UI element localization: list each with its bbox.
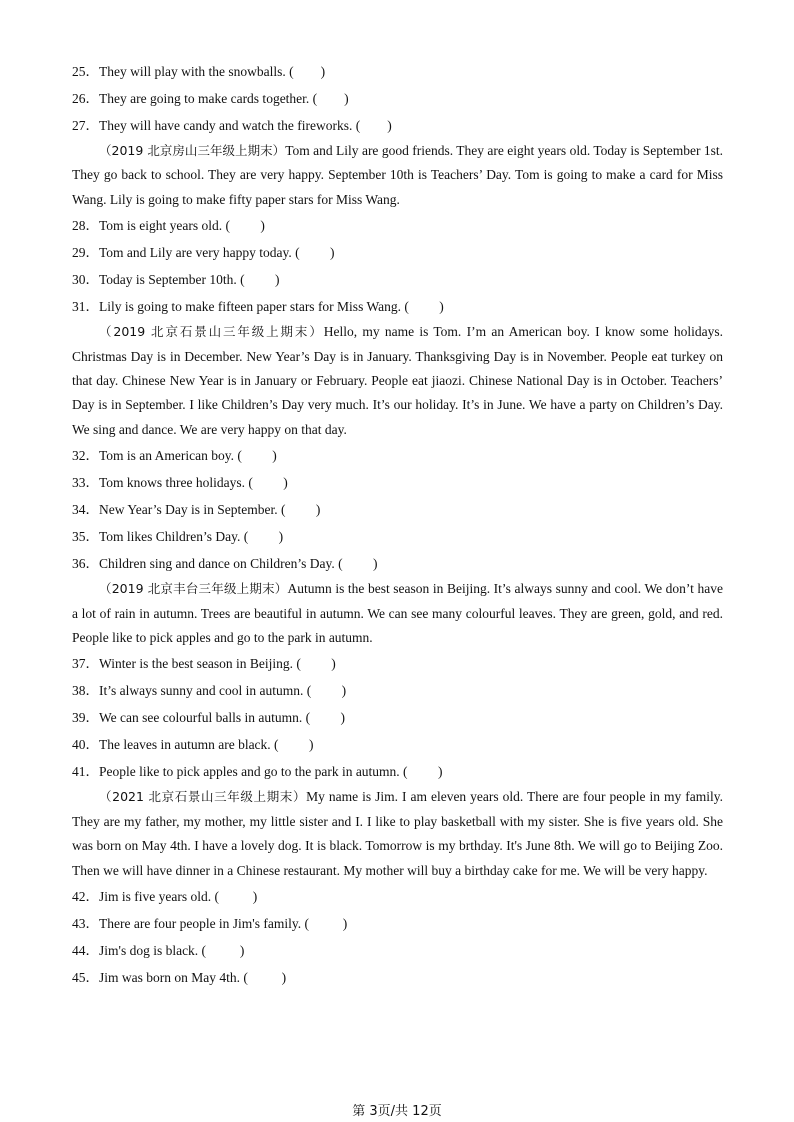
section-4 xyxy=(72,785,723,991)
answer-blank[interactable] xyxy=(343,556,373,571)
passage-text: Tom and Lily are good friends. They are eight years old. Today is September 1st. They go back to school. They are very happy. September 10th is Teachers’ Day. Tom is going to make a card for Miss Wang. Lily is going to make fifty paper stars for Miss Wang. xyxy=(72,143,723,207)
answer-blank[interactable] xyxy=(219,889,253,904)
question-41: 41．People like to pick apples and go to the park in autumn. ( ) xyxy=(72,764,443,780)
reading-passage xyxy=(72,320,723,442)
answer-blank[interactable] xyxy=(309,916,343,931)
question-40: 40．The leaves in autumn are black. ( ) xyxy=(72,737,314,753)
section-1 xyxy=(72,139,723,320)
answer-blank[interactable] xyxy=(279,737,309,752)
answer-blank[interactable] xyxy=(317,91,344,106)
page-number-footer: 第 3页/共 12页 xyxy=(352,1104,442,1119)
answer-blank[interactable] xyxy=(242,448,272,463)
question-36: 36．Children sing and dance on Children’s Day. ( ) xyxy=(72,556,378,572)
answer-blank[interactable] xyxy=(248,529,278,544)
answer-blank[interactable] xyxy=(311,683,341,698)
answer-blank[interactable] xyxy=(310,710,340,725)
section-0 xyxy=(72,58,723,139)
question-28: 28．Tom is eight years old. ( ) xyxy=(72,218,265,234)
question-27: 27．They will have candy and watch the fireworks. ( ) xyxy=(72,118,392,133)
worksheet-page xyxy=(72,58,723,991)
question-29: 29．Tom and Lily are very happy today. ( ) xyxy=(72,245,335,261)
question-42: 42．Jim is five years old. ( ) xyxy=(72,889,258,905)
answer-blank[interactable] xyxy=(206,943,240,958)
question-38: 38．It’s always sunny and cool in autumn. ( ) xyxy=(72,683,347,699)
passage-text: Hello, my name is Tom. I’m an American boy. I know some holidays. Christmas Day is in December. New Year’s Day is in January. Thanksgiving Day is in November. People eat turkey on that day. Chinese New Year is in January or February. People eat jiaozi. Chinese National Day is in October. Teachers’ Day is in September. I like Children’s Day very much. It’s our holiday. It’s in June. We have a party on Children’s Day. We sing and dance. We are very happy on that day. xyxy=(72,324,723,437)
passage-source: （2019 北京丰台三年级上期末） xyxy=(99,581,288,597)
question-33: 33．Tom knows three holidays. ( ) xyxy=(72,475,288,491)
question-37: 37．Winter is the best season in Beijing. ( ) xyxy=(72,656,336,672)
answer-blank[interactable] xyxy=(409,299,439,314)
passage-text: Autumn is the best season in Beijing. It’s always sunny and cool. We don’t have a lot of rain in autumn. Trees are beautiful in autumn. We can see many colourful leaves. They are green, gold, and red. People like to pick apples and go to the park in autumn. xyxy=(72,581,723,646)
answer-blank[interactable] xyxy=(301,656,331,671)
reading-passage xyxy=(72,139,723,212)
answer-blank[interactable] xyxy=(294,64,321,79)
question-25: 25．They will play with the snowballs. ( ) xyxy=(72,64,326,79)
question-34: 34．New Year’s Day is in September. ( ) xyxy=(72,502,321,518)
answer-blank[interactable] xyxy=(408,764,438,779)
question-32: 32．Tom is an American boy. ( ) xyxy=(72,448,277,464)
answer-blank[interactable] xyxy=(285,502,315,517)
section-2 xyxy=(72,320,723,577)
question-39: 39．We can see colourful balls in autumn. ( ) xyxy=(72,710,345,726)
answer-blank[interactable] xyxy=(230,218,260,233)
answer-blank[interactable] xyxy=(253,475,283,490)
question-43: 43．There are four people in Jim's family. ( ) xyxy=(72,916,348,932)
question-45: 45．Jim was born on May 4th. ( ) xyxy=(72,970,287,986)
section-3 xyxy=(72,577,723,785)
question-30: 30．Today is September 10th. ( ) xyxy=(72,272,280,288)
answer-blank[interactable] xyxy=(360,118,387,133)
answer-blank[interactable] xyxy=(300,245,330,260)
passage-source: （2019 北京房山三年级上期末） xyxy=(99,143,286,158)
reading-passage xyxy=(72,785,723,883)
question-26: 26．They are going to make cards together. ( ) xyxy=(72,91,349,106)
passage-text: My name is Jim. I am eleven years old. There are four people in my family. They are my father, my mother, my little sister and I. I like to play basketball with my sister. She is five years old. She was born on May 4th. I have a lovely dog. It is black. Tomorrow is my brthday. It's June 8th. We will go to Beijing Zoo. Then we will have dinner in a Chinese restaurant. My mother will buy a birthday cake for me. We will be very happy. xyxy=(72,789,723,878)
passage-source: （2021 北京石景山三年级上期末） xyxy=(99,789,307,805)
passage-source: （2019 北京石景山三年级上期末） xyxy=(99,324,324,340)
reading-passage xyxy=(72,577,723,650)
question-35: 35．Tom likes Children’s Day. ( ) xyxy=(72,529,284,545)
answer-blank[interactable] xyxy=(248,970,282,985)
answer-blank[interactable] xyxy=(245,272,275,287)
question-44: 44．Jim's dog is black. ( ) xyxy=(72,943,245,959)
question-31: 31．Lily is going to make fifteen paper stars for Miss Wang. ( ) xyxy=(72,299,444,315)
